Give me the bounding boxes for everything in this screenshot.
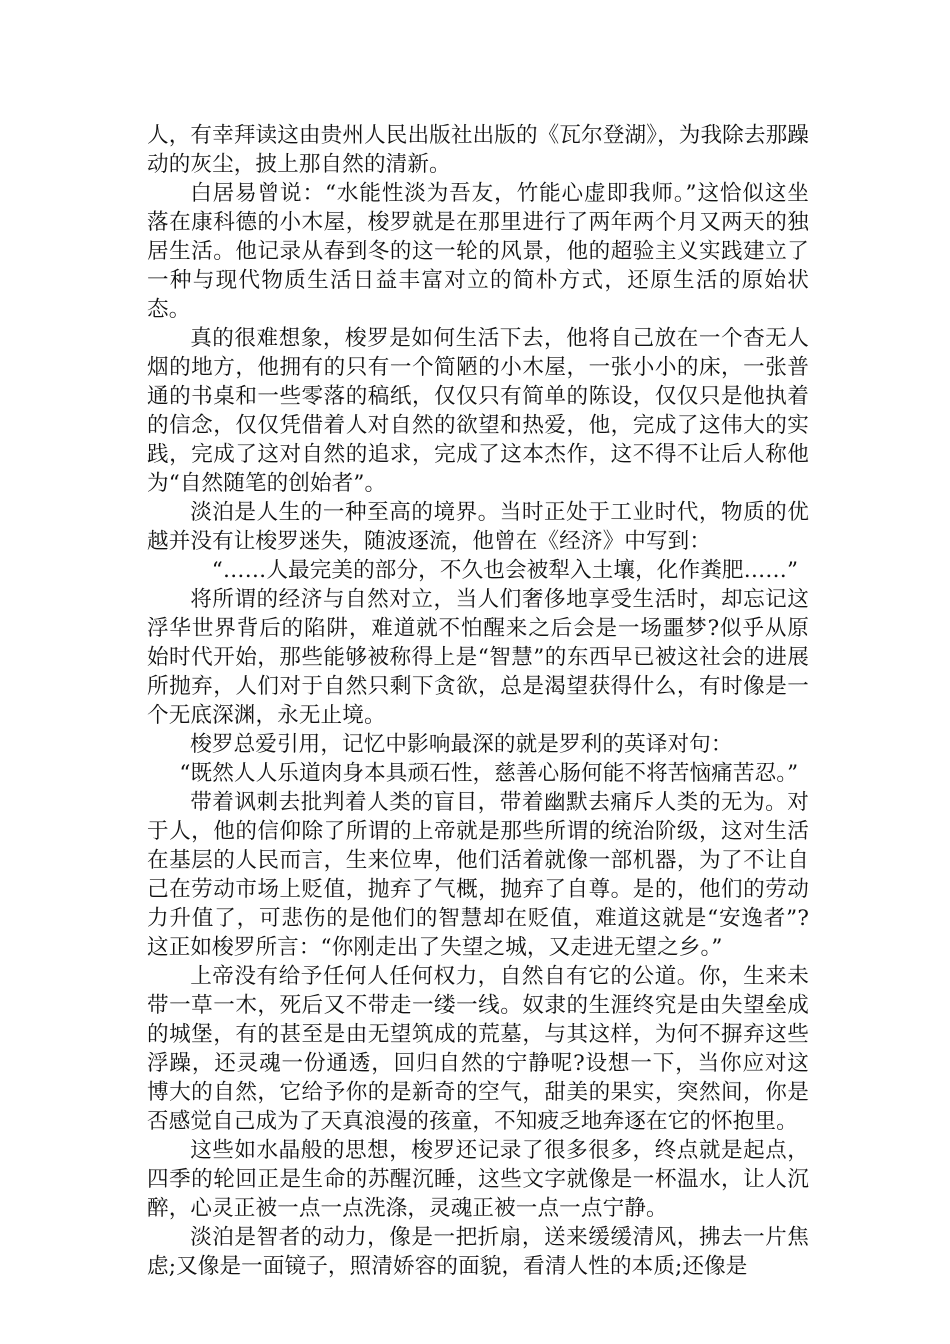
paragraph: 带着讽刺去批判着人类的盲目，带着幽默去痛斥人类的无为。对于人，他的信仰除了所谓的上帝就是那些所谓的统治阶级，这对生活在基层的人民而言，生来位卑，他们活着就像一部机器，为了不让自己在劳动市场上贬值，抛弃了气概，抛弃了自尊。是的，他们的劳动力升值了，可悲伤的是他们的智慧却在贬值，难道这就是“安逸者”?这正如梭罗所言：“你刚走出了失望之城，又走进无望之乡。” (147, 790, 809, 960)
quote-paragraph: “既然人人乐道肉身本具顽石性，慈善心肠何能不将苦恼痛苦忍。” (179, 761, 799, 786)
paragraph: 这些如水晶般的思想，梭罗还记录了很多很多，终点就是起点，四季的轮回正是生命的苏醒沉睡，这些文字就像是一杯温水，让人沉醉，心灵正被一点一点洗涤，灵魂正被一点一点宁静。 (147, 1138, 809, 1221)
paragraph: 淡泊是智者的动力，像是一把折扇，送来缓缓清风，拂去一片焦虑;又像是一面镜子，照清娇容的面貌，看清人性的本质;还像是 (147, 1225, 809, 1279)
paragraph: 将所谓的经济与自然对立，当人们奢侈地享受生活时，却忘记这浮华世界背后的陷阱，难道就不怕醒来之后会是一场噩梦?似乎从原始时代开始，那些能够被称得上是“智慧”的东西早已被这社会的进展所抛弃，人们对于自然只剩下贪欲，总是渴望获得什么，有时像是一个无底深渊，永无止境。 (147, 587, 809, 728)
paragraph: 真的很难想象，梭罗是如何生活下去，他将自己放在一个杳无人烟的地方，他拥有的只有一个简陋的小木屋，一张小小的床，一张普通的书桌和一些零落的稿纸，仅仅只有简单的陈设，仅仅只是他执着的信念，仅仅凭借着人对自然的欲望和热爱，他，完成了这伟大的实践，完成了这对自然的追求，完成了这本杰作，这不得不让后人称他为“自然随笔的创始者”。 (147, 326, 809, 496)
quote-paragraph: “……人最完美的部分，不久也会被犁入土壤，化作粪肥……” (211, 558, 799, 583)
paragraph: 白居易曾说：“水能性淡为吾友，竹能心虚即我师。”这恰似这坐落在康科德的小木屋，梭罗就是在那里进行了两年两个月又两天的独居生活。他记录从春到冬的这一轮的风景，他的超验主义实践建立了一种与现代物质生活日益丰富对立的简朴方式，还原生活的原始状态。 (147, 181, 809, 322)
paragraph: 梭罗总爱引用，记忆中影响最深的就是罗利的英译对句： (190, 732, 733, 757)
paragraph: 上帝没有给予任何人任何权力，自然自有它的公道。你，生来未带一草一木，死后又不带走一缕一线。奴隶的生涯终究是由失望垒成的城堡，有的甚至是由无望筑成的荒墓，与其这样，为何不摒弃这些浮躁，还灵魂一份通透，回归自然的宁静呢?设想一下，当你应对这博大的自然，它给予你的是新奇的空气，甜美的果实，突然间，你是否感觉自己成为了天真浪漫的孩童，不知疲乏地奔逐在它的怀抱里。 (147, 964, 809, 1134)
paragraph: 人，有幸拜读这由贵州人民出版社出版的《瓦尔登湖》，为我除去那躁动的灰尘，披上那自然的清新。 (147, 123, 809, 177)
document-page (147, 121, 809, 1281)
paragraph: 淡泊是人生的一种至高的境界。当时正处于工业时代，物质的优越并没有让梭罗迷失，随波逐流，他曾在《经济》中写到： (147, 500, 809, 554)
